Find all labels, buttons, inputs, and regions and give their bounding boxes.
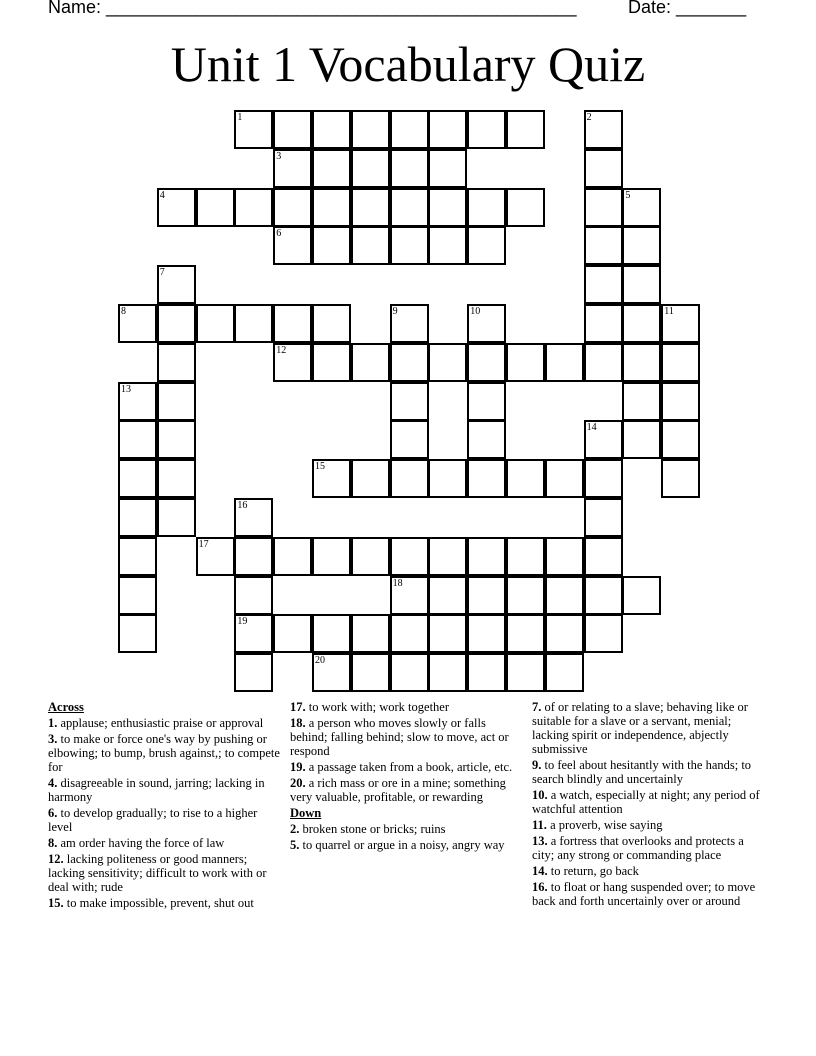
crossword-cell[interactable] <box>234 110 273 149</box>
crossword-cell[interactable] <box>428 653 467 692</box>
crossword-cell[interactable] <box>428 459 467 498</box>
crossword-cell[interactable] <box>273 188 312 227</box>
clue-number: 7 <box>159 267 165 279</box>
crossword-cell[interactable] <box>390 149 429 188</box>
crossword-cell[interactable] <box>467 459 506 498</box>
crossword-cell[interactable] <box>584 459 623 498</box>
crossword-cell[interactable] <box>157 420 196 459</box>
crossword-cell[interactable] <box>506 459 545 498</box>
crossword-cell[interactable] <box>390 653 429 692</box>
crossword-cell[interactable] <box>196 537 235 576</box>
crossword-cell[interactable] <box>584 537 623 576</box>
crossword-cell[interactable] <box>312 149 351 188</box>
clue-across-4: 4. disagreeable in sound, jarring; lacking in harmony <box>48 776 265 804</box>
crossword-cell[interactable] <box>622 226 661 265</box>
crossword-cell[interactable] <box>467 420 506 459</box>
clue-number: 3 <box>276 150 282 162</box>
crossword-cell[interactable] <box>351 537 390 576</box>
crossword-cell[interactable] <box>390 226 429 265</box>
crossword-cell[interactable] <box>622 576 661 615</box>
clue-number: 13 <box>121 383 131 395</box>
crossword-cell[interactable] <box>118 498 157 537</box>
crossword-cell[interactable] <box>234 188 273 227</box>
crossword-cell[interactable] <box>622 188 661 227</box>
crossword-cell[interactable] <box>467 576 506 615</box>
clue-across-3: 3. to make or force one's way by pushing or elbowing; to bump, brush against,; to compete for <box>48 732 280 774</box>
crossword-cell[interactable] <box>390 110 429 149</box>
crossword-cell[interactable] <box>390 459 429 498</box>
crossword-cell[interactable] <box>390 614 429 653</box>
crossword-cell[interactable] <box>467 343 506 382</box>
crossword-cell[interactable] <box>273 304 312 343</box>
crossword-cell[interactable] <box>118 304 157 343</box>
crossword-cell[interactable] <box>428 226 467 265</box>
clue-down-14: 14. to return, go back <box>532 864 639 878</box>
crossword-cell[interactable] <box>118 537 157 576</box>
crossword-cell[interactable] <box>157 498 196 537</box>
clue-down-5: 5. to quarrel or argue in a noisy, angry way <box>290 838 505 852</box>
crossword-cell[interactable] <box>118 614 157 653</box>
crossword-cell[interactable] <box>622 343 661 382</box>
crossword-cell[interactable] <box>390 420 429 459</box>
crossword-cell[interactable] <box>506 343 545 382</box>
clue-down-7: 7. of or relating to a slave; behaving like or suitable for a slave or a servant, menial; lacking spirit or independence, abjectly submissive <box>532 700 748 756</box>
crossword-cell[interactable] <box>234 537 273 576</box>
crossword-cell[interactable] <box>351 110 390 149</box>
clues-column-1 <box>48 700 280 912</box>
crossword-cell[interactable] <box>312 653 351 692</box>
clue-across-17: 17. to work with; work together <box>290 700 450 714</box>
crossword-cell[interactable] <box>312 537 351 576</box>
page-title: Unit 1 Vocabulary Quiz <box>170 36 646 92</box>
crossword-cell[interactable] <box>545 537 584 576</box>
crossword-cell[interactable] <box>312 188 351 227</box>
clue-across-1: 1. applause; enthusiastic praise or approval <box>48 716 264 730</box>
crossword-cell[interactable] <box>312 343 351 382</box>
crossword-cell[interactable] <box>467 614 506 653</box>
crossword-cell[interactable] <box>118 459 157 498</box>
crossword-cell[interactable] <box>390 188 429 227</box>
crossword-cell[interactable] <box>351 149 390 188</box>
clue-number: 9 <box>392 306 398 317</box>
clue-number: 16 <box>237 500 248 511</box>
crossword-cell[interactable] <box>467 226 506 265</box>
crossword-cell[interactable] <box>622 304 661 343</box>
crossword-cell[interactable] <box>584 188 623 227</box>
crossword-cell[interactable] <box>506 576 545 615</box>
clue-number: 20 <box>315 655 325 667</box>
clue-number: 18 <box>392 577 403 589</box>
clues-column-3 <box>532 700 768 910</box>
crossword-cell[interactable] <box>467 188 506 227</box>
crossword-cell[interactable] <box>234 614 273 653</box>
crossword-cell[interactable] <box>545 576 584 615</box>
clue-number: 4 <box>159 189 165 201</box>
crossword-cell[interactable] <box>622 420 661 459</box>
down-heading: Down <box>290 806 322 820</box>
crossword-cell[interactable] <box>351 226 390 265</box>
clue-number: 5 <box>625 189 631 201</box>
crossword-cell[interactable] <box>506 110 545 149</box>
crossword-cell[interactable] <box>428 188 467 227</box>
crossword-cell[interactable] <box>584 226 623 265</box>
clue-across-6: 6. to develop gradually; to rise to a higher level <box>48 806 258 834</box>
crossword-cell[interactable] <box>661 304 700 343</box>
crossword-cell[interactable] <box>351 188 390 227</box>
crossword-cell[interactable] <box>234 653 273 692</box>
clue-number: 10 <box>470 306 481 317</box>
clue-down-9: 9. to feel about hesitantly with the hands; to search blindly and uncertainly <box>532 758 752 786</box>
crossword-cell[interactable] <box>351 343 390 382</box>
crossword-cell[interactable] <box>428 614 467 653</box>
crossword-cell[interactable] <box>584 614 623 653</box>
crossword-cell[interactable] <box>118 420 157 459</box>
clue-number: 8 <box>121 306 126 317</box>
crossword-cell[interactable] <box>157 343 196 382</box>
across-heading: Across <box>48 700 84 714</box>
crossword-cell[interactable] <box>273 226 312 265</box>
crossword-cell[interactable] <box>390 537 429 576</box>
crossword-cell[interactable] <box>428 537 467 576</box>
clue-down-11: 11. a proverb, wise saying <box>532 818 663 832</box>
crossword-cell[interactable] <box>467 653 506 692</box>
clue-down-16: 16. to float or hang suspended over; to move back and forth uncertainly over or around <box>532 880 756 908</box>
crossword-cell[interactable] <box>234 304 273 343</box>
crossword-cell[interactable] <box>584 343 623 382</box>
crossword-cell[interactable] <box>157 265 196 304</box>
crossword-cell[interactable] <box>273 614 312 653</box>
clue-across-19: 19. a passage taken from a book, article, etc. <box>290 760 513 774</box>
crossword-cell[interactable] <box>234 576 273 615</box>
crossword-cell[interactable] <box>428 110 467 149</box>
clue-number: 6 <box>276 228 282 240</box>
crossword-cell[interactable] <box>351 459 390 498</box>
clue-across-8: 8. am order having the force of law <box>48 836 225 850</box>
crossword-cell[interactable] <box>312 110 351 149</box>
crossword-cell[interactable] <box>390 304 429 343</box>
crossword-cell[interactable] <box>584 265 623 304</box>
crossword-cell[interactable] <box>622 382 661 421</box>
clue-number: 19 <box>237 616 248 628</box>
crossword-cell[interactable] <box>428 576 467 615</box>
crossword-cell[interactable] <box>312 304 351 343</box>
crossword-cell[interactable] <box>390 382 429 421</box>
clue-down-13: 13. a fortress that overlooks and protects a city; any strong or commanding place <box>532 834 744 862</box>
crossword-cell[interactable] <box>273 537 312 576</box>
crossword-cell[interactable] <box>196 304 235 343</box>
crossword-cell[interactable] <box>428 343 467 382</box>
crossword-cell[interactable] <box>118 382 157 421</box>
crossword-cell[interactable] <box>545 614 584 653</box>
crossword-cell[interactable] <box>506 653 545 692</box>
crossword-cell[interactable] <box>506 188 545 227</box>
crossword-cell[interactable] <box>467 110 506 149</box>
crossword-cell[interactable] <box>312 459 351 498</box>
crossword-cell[interactable] <box>390 576 429 615</box>
clue-number: 15 <box>315 461 325 473</box>
crossword-cell[interactable] <box>584 110 623 149</box>
clue-down-10: 10. a watch, especially at night; any period of watchful attention <box>532 788 760 816</box>
clue-across-20: 20. a rich mass or ore in a mine; something very valuable, profitable, or rewarding <box>290 776 506 804</box>
crossword-cell[interactable] <box>351 653 390 692</box>
crossword-cell[interactable] <box>467 304 506 343</box>
crossword-cell[interactable] <box>390 343 429 382</box>
crossword-cell[interactable] <box>273 343 312 382</box>
crossword-cell[interactable] <box>234 498 273 537</box>
crossword-cell[interactable] <box>545 343 584 382</box>
crossword-cell[interactable] <box>506 537 545 576</box>
clue-number: 11 <box>664 306 674 317</box>
crossword-cell[interactable] <box>506 614 545 653</box>
crossword-cell[interactable] <box>661 459 700 498</box>
crossword-cell[interactable] <box>312 614 351 653</box>
crossword-cell[interactable] <box>661 343 700 382</box>
crossword-cell[interactable] <box>545 653 584 692</box>
clue-number: 17 <box>198 538 209 550</box>
clue-number: 1 <box>237 112 243 123</box>
crossword-cell[interactable] <box>157 459 196 498</box>
crossword-cell[interactable] <box>312 226 351 265</box>
crossword-cell[interactable] <box>545 459 584 498</box>
crossword-cell[interactable] <box>273 149 312 188</box>
clue-number: 14 <box>586 422 597 434</box>
crossword-cell[interactable] <box>273 110 312 149</box>
crossword-cell[interactable] <box>467 382 506 421</box>
crossword-cell[interactable] <box>157 382 196 421</box>
crossword-cell[interactable] <box>584 304 623 343</box>
crossword-cell[interactable] <box>661 420 700 459</box>
crossword-cell[interactable] <box>351 614 390 653</box>
clue-across-15: 15. to make impossible, prevent, shut out <box>48 896 254 910</box>
crossword-cell[interactable] <box>584 576 623 615</box>
crossword-cell[interactable] <box>584 498 623 537</box>
clue-number: 2 <box>586 112 592 123</box>
clue-number: 12 <box>276 344 287 356</box>
crossword-cell[interactable] <box>622 265 661 304</box>
clue-across-18: 18. a person who moves slowly or falls behind; falling behind; slow to move, act or respond <box>290 716 509 758</box>
crossword-cell[interactable] <box>196 188 235 227</box>
date-field[interactable]: Date: _______ <box>628 0 747 17</box>
name-field[interactable]: Name: _______________________________________________ <box>48 0 577 17</box>
clues-column-2 <box>290 700 522 854</box>
crossword-cell[interactable] <box>428 149 467 188</box>
crossword-cell[interactable] <box>157 304 196 343</box>
crossword-cell[interactable] <box>118 576 157 615</box>
crossword-cell[interactable] <box>661 382 700 421</box>
clue-down-2: 2. broken stone or bricks; ruins <box>290 822 446 836</box>
crossword-cell[interactable] <box>584 420 623 459</box>
crossword-cell[interactable] <box>584 149 623 188</box>
crossword-cell[interactable] <box>157 188 196 227</box>
crossword-cell[interactable] <box>467 537 506 576</box>
clue-across-12: 12. lacking politeness or good manners; lacking sensitivity; difficult to work with or deal with; rude <box>48 852 267 894</box>
